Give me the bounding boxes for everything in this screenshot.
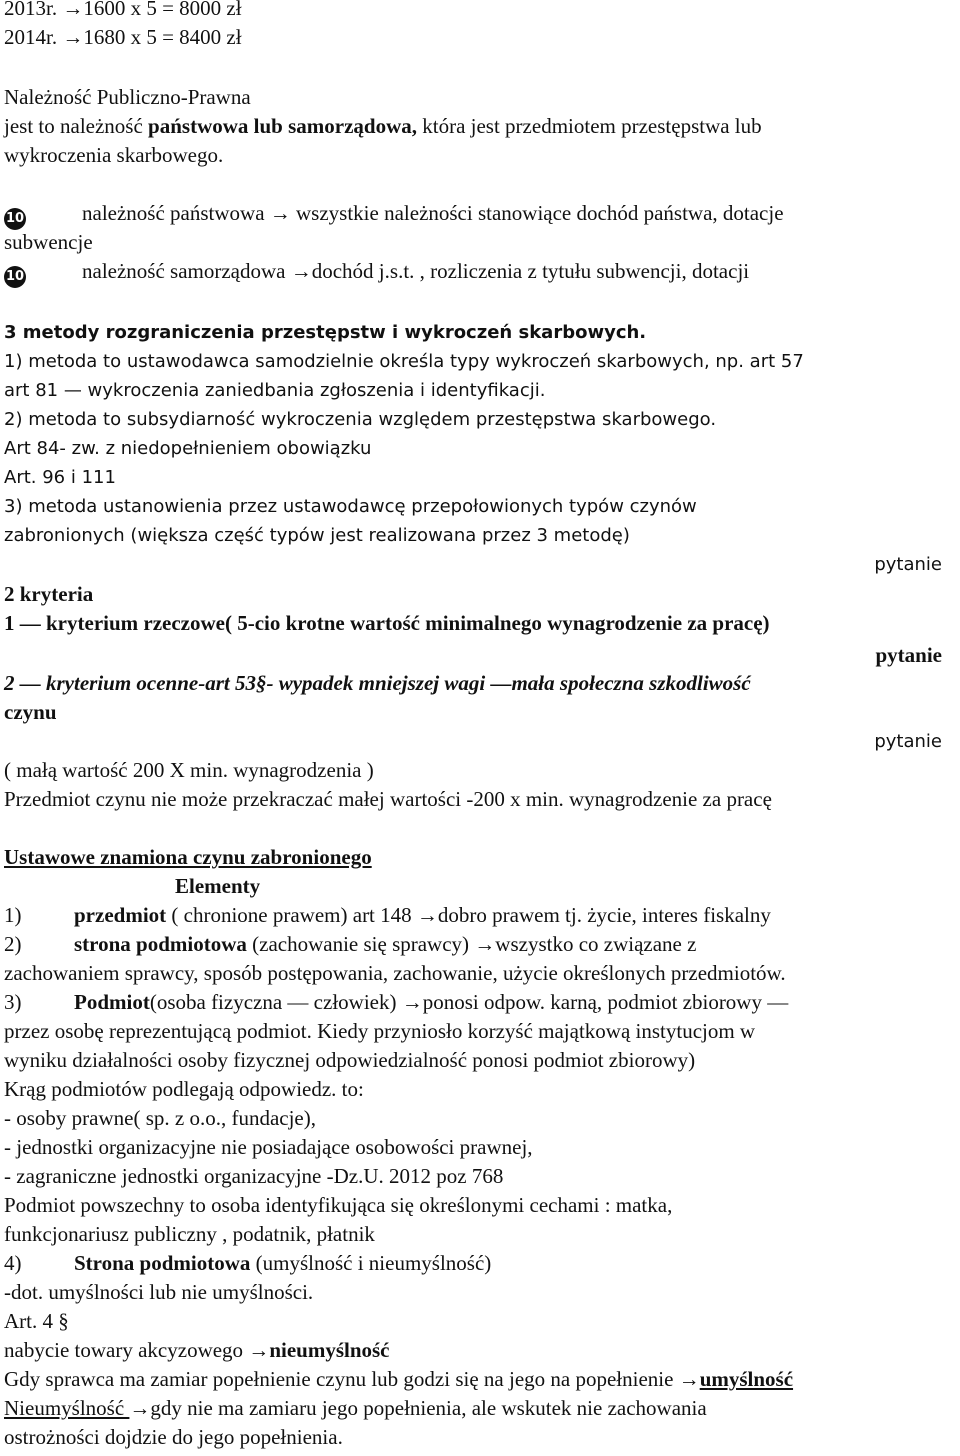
criterion-1: 1 — kryterium rzeczowe( 5-cio krotne wartość minimalnego wynagrodzenie za pracę) (4, 611, 770, 635)
krag-heading: Krąg podmiotów podlegają odpowiedz. to: (4, 1077, 364, 1101)
dot-line: -dot. umyślności lub nie umyślności. (4, 1280, 314, 1304)
znamiona-heading: Ustawowe znamiona czynu zabronionego (4, 845, 372, 869)
methods-heading: 3 metody rozgraniczenia przestępstw i wykroczeń skarbowych. (4, 322, 647, 343)
bullet-item-1: 10 należność państwowa → wszystkie należności stanowiące dochód państwa, dotacje (4, 199, 784, 230)
nieumyslnosc-line: Nieumyślność →gdy nie ma zamiaru jego popełnienia, ale wskutek nie zachowania (4, 1396, 707, 1420)
pytanie-label: pytanie (875, 643, 942, 667)
podmiot-powszechny: Podmiot powszechny to osoba identyfikująca się określonymi cechami : matka, (4, 1193, 673, 1217)
criteria-heading: 2 kryteria (4, 582, 94, 606)
krag-item: - jednostki organizacyjne nie posiadające osobowości prawnej, (4, 1135, 533, 1159)
criterion-value: ( małą wartość 200 X min. wynagrodzenia ) (4, 758, 374, 782)
umyslnosc-line: Gdy sprawca ma zamiar popełnienie czynu lub godzi się na jego na popełnienie →umyślność (4, 1367, 794, 1391)
definition-line: jest to należność państwowa lub samorządowa, która jest przedmiotem przestępstwa lub (4, 114, 762, 138)
criterion-2-cont: czynu (4, 700, 57, 724)
krag-item: - zagraniczne jednostki organizacyjne -Dz.U. 2012 poz 768 (4, 1164, 504, 1188)
calc-line-2013: 2013r. →1600 x 5 = 8000 zł (4, 0, 242, 20)
element-2: 2) strona podmiotowa (zachowanie się sprawcy) →wszystko co związane z (4, 932, 697, 956)
pytanie-label: pytanie (874, 554, 942, 575)
definition-bold: państwowa lub samorządowa, (148, 114, 417, 138)
method-1-cont: art 81 — wykroczenia zaniedbania zgłoszenia i identyfikacji. (4, 380, 546, 401)
element-3-cont: wyniku działalności osoby fizycznej odpowiedzialność ponosi podmiot zbiorowy) (4, 1048, 696, 1072)
method-3: 3) metoda ustanowienia przez ustawodawcę przepołowionych typów czynów (4, 496, 697, 517)
pytanie-label: pytanie (874, 731, 942, 752)
element-1: 1) przedmiot ( chronione prawem) art 148 →dobro prawem tj. życie, interes fiskalny (4, 903, 771, 927)
heading-naleznosc: Należność Publiczno-Prawna (4, 85, 251, 109)
definition-line-2: wykroczenia skarbowego. (4, 143, 224, 167)
method-2-cont: Art 84- zw. z niedopełnieniem obowiązku (4, 438, 372, 459)
calc-line-2014: 2014r. →1680 x 5 = 8400 zł (4, 25, 242, 49)
element-3-cont: przez osobę reprezentującą podmiot. Kiedy przyniosło korzyść majątkową instytucjom w (4, 1019, 756, 1043)
element-4: 4) Strona podmiotowa (umyślność i nieumyślność) (4, 1251, 492, 1275)
method-2: 2) metoda to subsydiarność wykroczenia względem przestępstwa skarbowego. (4, 409, 717, 430)
art4-line: Art. 4 § (4, 1309, 69, 1333)
bullet-item-1-cont: subwencje (4, 230, 93, 254)
krag-item: - osoby prawne( sp. z o.o., fundacje), (4, 1106, 316, 1130)
criterion-2: 2 — kryterium ocenne-art 53§- wypadek mniejszej wagi —mała społeczna szkodliwość (4, 671, 751, 695)
bullet-item-2: 10 należność samorządowa →dochód j.s.t. , rozliczenia z tytułu subwencji, dotacji (4, 257, 749, 288)
elementy-heading: Elementy (175, 874, 261, 898)
method-1: 1) metoda to ustawodawca samodzielnie określa typy wykroczeń skarbowych, np. art 57 (4, 351, 804, 372)
podmiot-powszechny-cont: funkcjonariusz publiczny , podatnik, płatnik (4, 1222, 375, 1246)
numbered-bullet-icon: 10 (4, 208, 26, 230)
criterion-limit: Przedmiot czynu nie może przekraczać małej wartości -200 x min. wynagrodzenie za pracę (4, 787, 772, 811)
method-2-art: Art. 96 i 111 (4, 467, 116, 488)
element-2-cont: zachowaniem sprawcy, sposób postępowania, zachowanie, użycie określonych przedmiotów. (4, 961, 786, 985)
method-3-cont: zabronionych (większa część typów jest realizowana przez 3 metodę) (4, 525, 630, 546)
element-3: 3) Podmiot(osoba fizyczna — człowiek) →ponosi odpow. karną, podmiot zbiorowy — (4, 990, 789, 1014)
numbered-bullet-icon: 10 (4, 266, 26, 288)
nabycie-line: nabycie towary akcyzowego →nieumyślność (4, 1338, 390, 1362)
last-line: ostrożności dojdzie do jego popełnienia. (4, 1425, 343, 1449)
